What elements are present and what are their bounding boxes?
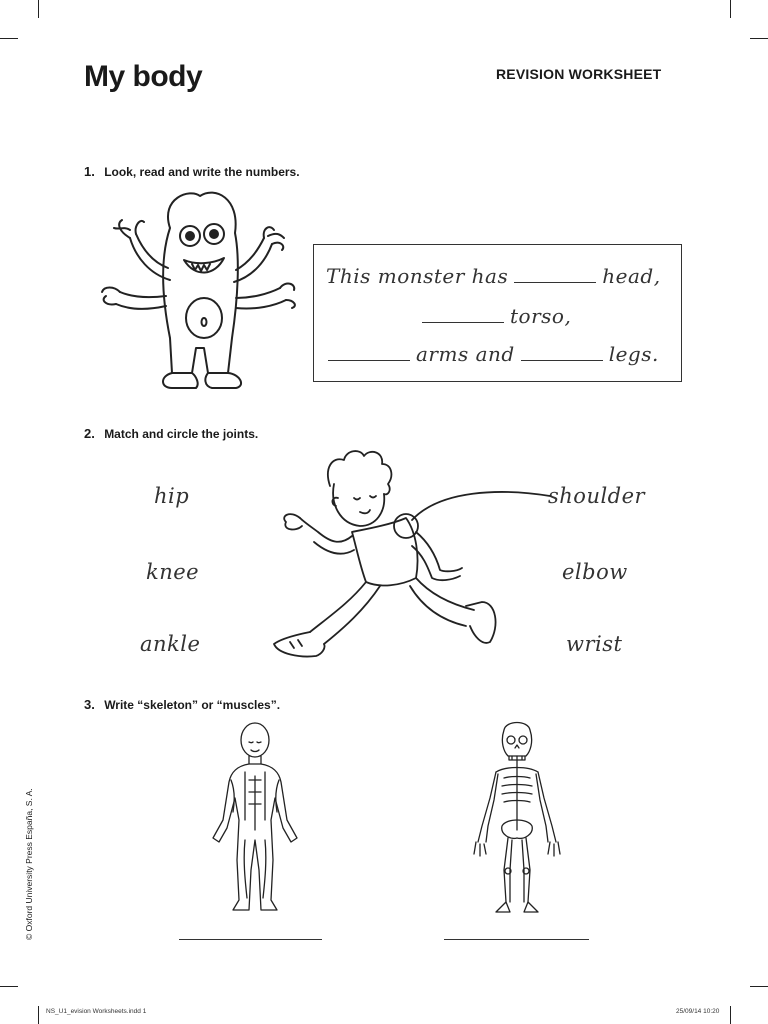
- crop-mark: [730, 1006, 731, 1024]
- question-text: Match and circle the joints.: [104, 427, 259, 441]
- joint-word-shoulder[interactable]: shoulder: [548, 484, 646, 508]
- running-boy-illustration: [260, 446, 560, 676]
- answer-line-muscles[interactable]: [179, 939, 322, 940]
- monster-illustration: [100, 188, 300, 398]
- crop-mark: [750, 986, 768, 987]
- sentence-text: head,: [602, 264, 661, 288]
- question-text: Look, read and write the numbers.: [104, 165, 300, 179]
- sentence-text: legs.: [608, 342, 659, 366]
- joint-word-ankle[interactable]: ankle: [140, 632, 201, 656]
- question-1-heading: [84, 164, 300, 179]
- question-number: 3.: [84, 697, 95, 712]
- sentence-line-1: [326, 264, 661, 288]
- skeleton-figure-illustration: [462, 722, 572, 918]
- sentence-line-2: [416, 304, 571, 328]
- footer-file-name: NS_U1_evision Worksheets.indd 1: [46, 1008, 147, 1015]
- crop-mark: [38, 1006, 39, 1024]
- joint-word-elbow[interactable]: elbow: [562, 560, 628, 584]
- crop-mark: [0, 38, 18, 39]
- question-text: Write “skeleton” or “muscles”.: [104, 698, 281, 712]
- question-number: 2.: [84, 426, 95, 441]
- crop-mark: [750, 38, 768, 39]
- question-2-heading: [84, 426, 258, 441]
- answer-blank[interactable]: [422, 310, 504, 323]
- crop-mark: [38, 0, 39, 18]
- muscles-figure-illustration: [205, 720, 305, 916]
- question-3-heading: [84, 697, 280, 712]
- joint-word-knee[interactable]: knee: [146, 560, 200, 584]
- sentence-line-3: [322, 342, 659, 366]
- question-number: 1.: [84, 164, 95, 179]
- answer-blank[interactable]: [521, 348, 603, 361]
- answer-line-skeleton[interactable]: [444, 939, 589, 940]
- joint-word-hip[interactable]: hip: [154, 484, 190, 508]
- page-subtitle: REVISION WORKSHEET: [496, 66, 662, 82]
- sentence-text: arms and: [416, 342, 515, 366]
- crop-mark: [0, 986, 18, 987]
- page-title: My body: [84, 60, 203, 93]
- joint-word-wrist[interactable]: wrist: [566, 632, 623, 656]
- copyright-notice: © Oxford University Press España, S. A.: [24, 788, 34, 940]
- answer-blank[interactable]: [328, 348, 410, 361]
- sentence-text: This monster has: [326, 264, 509, 288]
- crop-mark: [730, 0, 731, 18]
- answer-blank[interactable]: [514, 270, 596, 283]
- footer-date: 25/09/14 10:20: [676, 1008, 720, 1015]
- sentence-text: torso,: [510, 304, 572, 328]
